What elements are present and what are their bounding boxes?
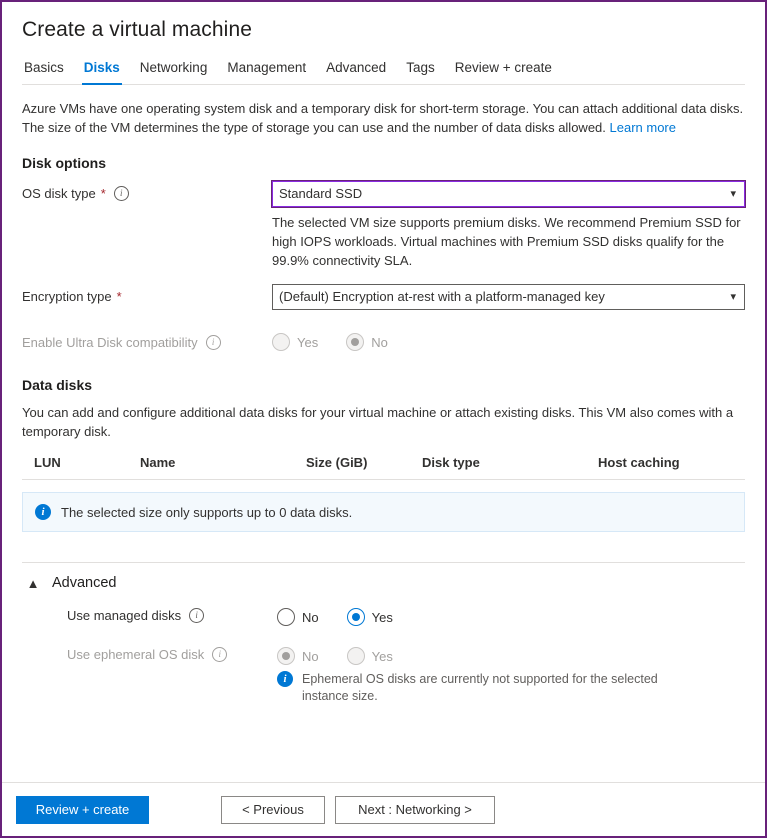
os-disk-type-value: Standard SSD bbox=[279, 186, 363, 201]
ephemeral-os-disk-no-label: No bbox=[302, 648, 319, 664]
radio-icon bbox=[347, 647, 365, 665]
ephemeral-os-disk-yes-label: Yes bbox=[371, 648, 393, 664]
info-icon: i bbox=[277, 671, 293, 687]
chevron-down-icon: ▾ bbox=[730, 291, 736, 303]
ultra-disk-row bbox=[22, 330, 745, 351]
column-header-size: Size (GiB) bbox=[298, 453, 414, 480]
ultra-disk-yes-label: Yes bbox=[297, 334, 319, 350]
radio-icon bbox=[347, 608, 365, 626]
radio-icon bbox=[277, 647, 295, 665]
data-disks-description: You can add and configure additional data disks for your virtual machine or attach existing disks. This VM also comes with a temporary disk. bbox=[22, 405, 734, 439]
managed-disks-row bbox=[22, 605, 745, 626]
radio-icon bbox=[277, 608, 295, 626]
ultra-disk-no-label: No bbox=[371, 334, 388, 350]
ephemeral-os-disk-radio-group bbox=[277, 644, 745, 665]
ultra-disk-radio-group bbox=[272, 330, 745, 351]
encryption-type-select[interactable] bbox=[272, 284, 745, 310]
radio-icon bbox=[346, 333, 364, 351]
ephemeral-os-disk-radio-yes[interactable] bbox=[347, 647, 393, 665]
managed-disks-radio-group bbox=[277, 605, 745, 626]
next-networking-button[interactable]: Next : Networking > bbox=[335, 796, 495, 824]
column-header-name: Name bbox=[132, 453, 298, 480]
managed-disks-label bbox=[22, 605, 277, 623]
ephemeral-os-disk-radio-no[interactable] bbox=[277, 647, 319, 665]
learn-more-link[interactable]: Learn more bbox=[609, 120, 676, 135]
managed-disks-radio-yes[interactable] bbox=[347, 608, 393, 626]
os-disk-type-label bbox=[22, 181, 272, 201]
advanced-section-toggle[interactable] bbox=[22, 563, 745, 605]
tab-tags[interactable]: Tags bbox=[406, 60, 435, 75]
ephemeral-os-disk-field bbox=[277, 644, 745, 705]
tab-advanced[interactable]: Advanced bbox=[326, 60, 387, 75]
data-disks-heading: Data disks bbox=[22, 377, 93, 393]
column-header-lun: LUN bbox=[22, 453, 132, 480]
tab-bar bbox=[22, 56, 745, 85]
intro-paragraph bbox=[22, 99, 745, 137]
ultra-disk-label bbox=[22, 330, 272, 350]
encryption-type-row bbox=[22, 284, 745, 310]
os-disk-type-row bbox=[22, 181, 745, 270]
managed-disks-yes-label: Yes bbox=[371, 609, 393, 625]
ultra-disk-radio-yes[interactable] bbox=[272, 333, 318, 351]
os-disk-type-required: * bbox=[100, 186, 106, 201]
tab-basics[interactable]: Basics bbox=[24, 60, 64, 75]
data-disks-info-bar bbox=[22, 492, 745, 532]
info-icon[interactable]: i bbox=[206, 335, 221, 350]
ultra-disk-label-text: Enable Ultra Disk compatibility bbox=[22, 335, 198, 350]
previous-button[interactable]: < Previous bbox=[221, 796, 325, 824]
ultra-disk-field bbox=[272, 330, 745, 351]
os-disk-type-field bbox=[272, 181, 745, 270]
intro-text: Azure VMs have one operating system disk and a temporary disk for short-term storage. You can attach additional data disks. The size of the VM determines the type of storage you can use and the number of data disks allowed. bbox=[22, 101, 744, 135]
tab-review-create[interactable]: Review + create bbox=[454, 60, 552, 75]
encryption-type-label-text: Encryption type bbox=[22, 289, 112, 304]
ephemeral-os-disk-note-text: Ephemeral OS disks are currently not supported for the selected instance size. bbox=[302, 672, 658, 703]
review-create-button[interactable]: Review + create bbox=[16, 796, 149, 824]
ephemeral-os-disk-label-text: Use ephemeral OS disk bbox=[67, 647, 205, 662]
table-header-row bbox=[22, 453, 745, 480]
ultra-disk-radio-no[interactable] bbox=[346, 333, 388, 351]
managed-disks-no-label: No bbox=[302, 609, 319, 625]
managed-disks-label-text: Use managed disks bbox=[67, 608, 182, 623]
os-disk-type-label-text: OS disk type bbox=[22, 186, 96, 201]
chevron-down-icon: ▾ bbox=[730, 188, 736, 200]
info-icon[interactable]: i bbox=[189, 608, 204, 623]
advanced-section-title: Advanced bbox=[52, 575, 117, 591]
page-content bbox=[2, 2, 765, 705]
encryption-type-value: (Default) Encryption at-rest with a platform-managed key bbox=[279, 289, 605, 304]
ephemeral-os-disk-note bbox=[277, 671, 697, 705]
encryption-type-field bbox=[272, 284, 745, 310]
os-disk-type-helper: The selected VM size supports premium disks. We recommend Premium SSD for high IOPS workloads. Virtual machines with Premium SSD disks qualify for the 99.9% connectivity SLA. bbox=[272, 215, 741, 268]
chevron-up-icon: ▲ bbox=[26, 575, 40, 591]
data-disks-table bbox=[22, 453, 745, 480]
column-header-disk-type: Disk type bbox=[414, 453, 590, 480]
managed-disks-field bbox=[277, 605, 745, 626]
tab-networking[interactable]: Networking bbox=[139, 60, 208, 75]
page-title: Create a virtual machine bbox=[22, 18, 253, 41]
column-header-host-caching: Host caching bbox=[590, 453, 745, 480]
info-icon: i bbox=[35, 504, 51, 520]
radio-icon bbox=[272, 333, 290, 351]
tab-disks[interactable]: Disks bbox=[74, 56, 130, 84]
managed-disks-radio-no[interactable] bbox=[277, 608, 319, 626]
data-disks-info-text: The selected size only supports up to 0 data disks. bbox=[61, 504, 353, 520]
disk-options-heading: Disk options bbox=[22, 155, 107, 171]
data-disks-table-head bbox=[22, 453, 745, 480]
info-icon[interactable]: i bbox=[212, 647, 227, 662]
ephemeral-os-disk-label bbox=[22, 644, 277, 662]
encryption-type-label bbox=[22, 284, 272, 304]
footer-bar bbox=[2, 782, 765, 836]
ephemeral-os-disk-row bbox=[22, 644, 745, 705]
encryption-type-required: * bbox=[116, 289, 122, 304]
os-disk-type-select[interactable] bbox=[272, 181, 745, 207]
info-icon[interactable]: i bbox=[114, 186, 129, 201]
tab-management[interactable]: Management bbox=[227, 60, 307, 75]
